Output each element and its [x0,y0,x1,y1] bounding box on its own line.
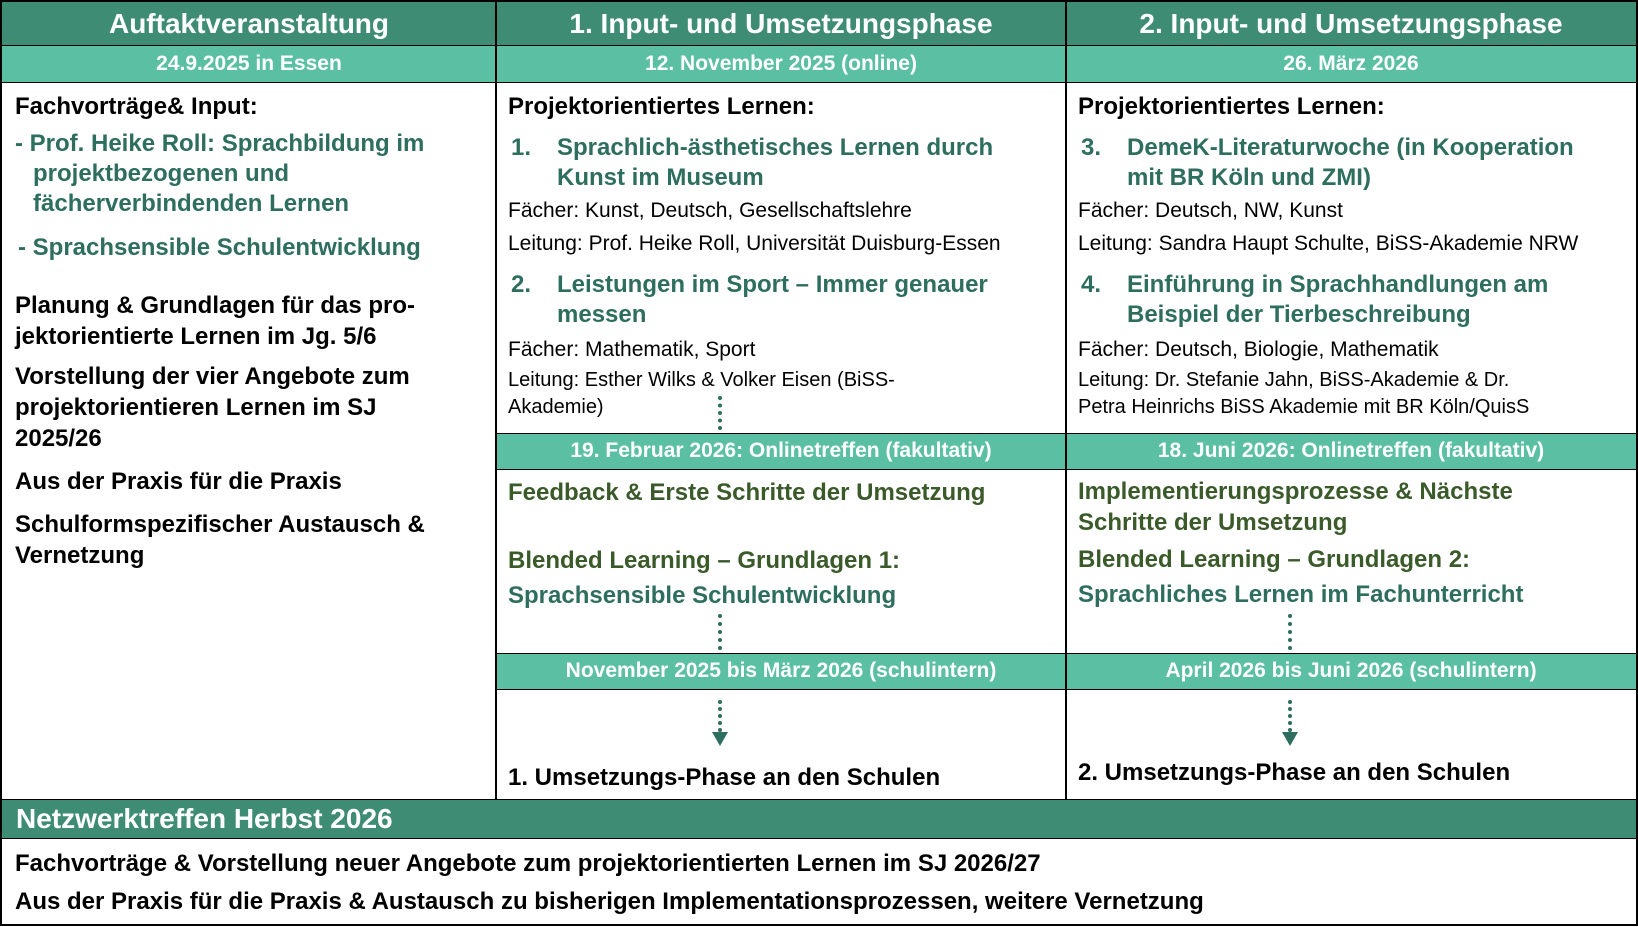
item-2-lead-line-2: Akademie) [508,396,604,418]
item-1-subjects: Fächer: Kunst, Deutsch, Gesellschaftslehre [508,199,912,222]
item-3-title-line-2: mit BR Köln und ZMI) [1127,164,1371,191]
border-left [0,0,2,926]
network-title: Netzwerktreffen Herbst 2026 [16,803,393,834]
period-text: April 2026 bis Juni 2026 (schulintern) [1165,659,1537,682]
col1-heading: Fachvorträge& Input: [15,93,258,120]
arrow-down-icon [1282,732,1298,746]
flow-connector [718,396,722,430]
planning-line-1: Planung & Grundlagen für das pro- [15,292,416,319]
column-header-phase-1 [496,2,1066,46]
practice-text: Aus der Praxis für die Praxis [15,468,342,495]
divider-row [2,799,1636,800]
phase-2-text: 2. Umsetzungs-Phase an den Schulen [1078,759,1511,786]
divider-row [496,433,1636,434]
divider-row [496,653,1636,654]
blended-learning-1: Blended Learning – Grundlagen 1: [508,547,901,574]
item-2-title-line-1: Leistungen im Sport – Immer genauer [557,271,988,298]
talk-2: - Sprachsensible Schulentwicklung [18,234,421,261]
item-1-number: 1. [511,134,532,161]
talk-1-line-2: projektbezogenen und [33,160,290,187]
column-title: 2. Input- und Umsetzungsphase [1139,8,1563,39]
meeting-date-text: 19. Februar 2026: Onlinetreffen (fakultativ) [570,439,992,462]
item-2-lead-line-1: Leitung: Esther Wilks & Volker Eisen (BiSS- [508,369,895,391]
divider-col-1 [495,0,497,800]
exchange-line-1: Schulformspezifischer Austausch & [15,511,425,538]
column-header-phase-2 [1066,2,1636,46]
item-4-lead-line-2: Petra Heinrichs BiSS Akademie mit BR Köln/QuisS [1078,396,1530,418]
item-1-lead: Leitung: Prof. Heike Roll, Universität Duisburg-Essen [508,232,1001,255]
meeting-date-text: 18. Juni 2026: Onlinetreffen (fakultativ) [1157,439,1545,462]
blended-learning-2: Blended Learning – Grundlagen 2: [1078,546,1471,573]
feedback-text: Feedback & Erste Schritte der Umsetzung [508,479,986,506]
item-2-subjects: Fächer: Mathematik, Sport [508,338,756,361]
item-3-title-line-1: DemeK-Literaturwoche (in Kooperation [1127,134,1574,161]
divider-row [2,82,1636,83]
network-line-2: Aus der Praxis für die Praxis & Austausch zu bisherigen Implementationsprozessen, weitere Vernetzung [15,888,1204,915]
border-top [0,0,1638,2]
divider-row [2,45,1636,46]
offers-line-3: 2025/26 [15,425,102,452]
item-1-title-line-2: Kunst im Museum [557,164,764,191]
divider-row [496,469,1636,470]
column-header-kickoff [2,2,496,46]
kickoff-date [2,46,496,82]
flow-arrow-line [1288,700,1292,732]
item-4-title-line-1: Einführung in Sprachhandlungen am [1127,271,1549,298]
phase-2-date [1066,46,1636,82]
arrow-down-icon [712,732,728,746]
phase-1-text: 1. Umsetzungs-Phase an den Schulen [508,764,941,791]
item-4-subjects: Fächer: Deutsch, Biologie, Mathematik [1078,338,1439,361]
date-text: 26. März 2026 [1283,52,1419,75]
talk-1-line-1: - Prof. Heike Roll: Sprachbildung im [15,130,425,157]
item-3-number: 3. [1081,134,1102,161]
implementation-line-2: Schritte der Umsetzung [1078,509,1348,536]
item-2-title-line-2: messen [557,301,647,328]
border-bottom [0,924,1638,926]
date-text: 24.9.2025 in Essen [156,52,342,75]
flow-arrow-line [718,700,722,732]
phase-1-period [496,653,1066,689]
blended-learning-2-topic: Sprachliches Lernen im Fachunterricht [1078,581,1524,608]
column-title: 1. Input- und Umsetzungsphase [569,8,993,39]
network-line-1: Fachvorträge & Vorstellung neuer Angebote zum projektorientierten Lernen im SJ 2026/27 [15,850,1041,877]
period-text: November 2025 bis März 2026 (schulintern) [565,659,997,682]
date-text: 12. November 2025 (online) [645,52,917,75]
divider-row [2,838,1636,839]
col3-heading: Projektorientiertes Lernen: [1078,93,1385,120]
talk-1-line-3: fächerverbindenden Lernen [33,190,350,217]
divider-col-2 [1065,0,1067,800]
item-3-lead: Leitung: Sandra Haupt Schulte, BiSS-Akademie NRW [1078,232,1579,255]
item-4-number: 4. [1081,271,1102,298]
flow-connector [1288,614,1292,650]
item-2-number: 2. [511,271,532,298]
phase-1-meeting-date [496,433,1066,469]
planning-line-2: jektorientierte Lernen im Jg. 5/6 [15,323,377,350]
phase-2-period [1066,653,1636,689]
phase-1-date [496,46,1066,82]
offers-line-2: projektorientieren Lernen im SJ [15,394,377,421]
network-header [2,800,1636,838]
item-1-title-line-1: Sprachlich-ästhetisches Lernen durch [557,134,994,161]
column-title: Auftaktveranstaltung [108,8,390,39]
flow-connector [718,614,722,650]
exchange-line-2: Vernetzung [15,542,145,569]
phase-2-meeting-date [1066,433,1636,469]
implementation-line-1: Implementierungsprozesse & Nächste [1078,478,1513,505]
item-4-title-line-2: Beispiel der Tierbeschreibung [1127,301,1471,328]
offers-line-1: Vorstellung der vier Angebote zum [15,363,410,390]
blended-learning-1-topic: Sprachsensible Schulentwicklung [508,582,897,609]
col2-heading: Projektorientiertes Lernen: [508,93,815,120]
item-3-subjects: Fächer: Deutsch, NW, Kunst [1078,199,1343,222]
divider-row [496,689,1636,690]
item-4-lead-line-1: Leitung: Dr. Stefanie Jahn, BiSS-Akademie & Dr. [1078,369,1510,391]
